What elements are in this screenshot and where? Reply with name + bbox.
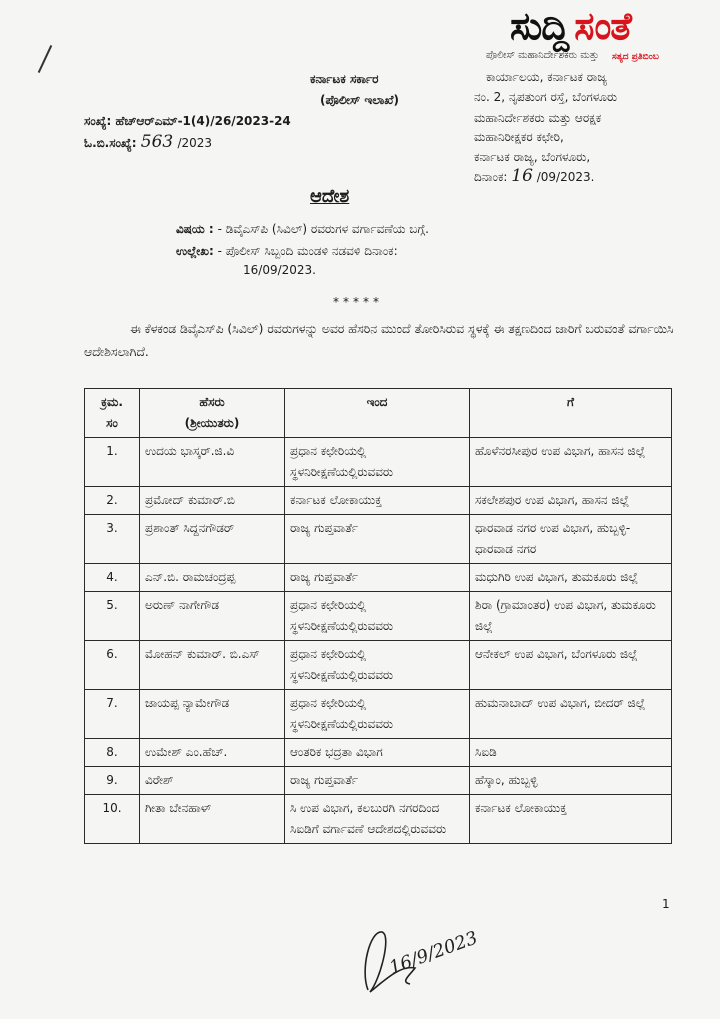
cell-name: ಅರುಣ್ ನಾಗೇಗೌಡ (140, 592, 285, 641)
cell-name: ಜಾಯಪ್ಪ ನ್ಯಾಮೇಗೌಡ (140, 690, 285, 739)
table-row (85, 739, 672, 767)
office-line4: ಮಹಾನಿರ್ದೇಶಕರು ಮತ್ತು ಆರಕ್ಷಕ (474, 111, 602, 125)
cell-to: ಕರ್ನಾಟಕ ಲೋಕಾಯುಕ್ತ (470, 795, 672, 844)
reference-date: 16/09/2023. (243, 263, 316, 277)
table-row (85, 564, 672, 592)
header-serial: ಕ್ರಮ. ಸಂ (85, 389, 140, 438)
logo-tagline: ಸತ್ಯದ ಪ್ರತಿಬಿಂಬ (612, 52, 659, 62)
cell-to: ಸಕಲೇಶಪುರ ಉಪ ವಿಭಾಗ, ಹಾಸನ ಜಿಲ್ಲೆ (470, 487, 672, 515)
order-date: ದಿನಾಂಕ: 16 /09/2023. (474, 166, 595, 186)
cell-from: ರಾಜ್ಯ ಗುಪ್ತವಾರ್ತೆ (285, 564, 470, 592)
dept-name: (ಪೊಲೀಸ್ ಇಲಾಖೆ) (320, 93, 399, 107)
transfer-table (84, 388, 672, 844)
order-title: ಆದೇಶ (310, 186, 350, 207)
cell-from: ಪ್ರಧಾನ ಕಛೇರಿಯಲ್ಲಿ ಸ್ಥಳನಿರೀಕ್ಷಣೆಯಲ್ಲಿರುವವರು (285, 690, 470, 739)
cell-from: ರಾಜ್ಯ ಗುಪ್ತವಾರ್ತೆ (285, 767, 470, 795)
order-body: ಈ ಕೆಳಕಂಡ ಡಿವೈಎಸ್‌ಪಿ (ಸಿವಿಲ್) ರವರುಗಳನ್ನು ಅವರ ಹೆಸರಿನ ಮುಂದೆ ತೋರಿಸಿರುವ ಸ್ಥಳಕ್ಕೆ ಈ ತಕ್ಷಣದಿಂದ ಜಾರಿಗೆ ಬರುವಂತೆ ವರ್ಗಾಯಿಸಿ ಆದೇಶಿಸಲಾಗಿದೆ. (84, 322, 674, 359)
cell-name: ಎನ್.ಬಿ. ರಾಮಚಂದ್ರಪ್ಪ (140, 564, 285, 592)
cell-to: ಸಿಐಡಿ (470, 739, 672, 767)
cell-name: ಉದಯ ಭಾಸ್ಕರ್.ಜಿ.ವಿ (140, 438, 285, 487)
cell-serial: 10. (85, 795, 140, 844)
cell-to: ಶಿರಾ (ಗ್ರಾಮಾಂತರ) ಉಪ ವಿಭಾಗ, ತುಮಕೂರು ಜಿಲ್ಲೆ (470, 592, 672, 641)
cell-name: ವಿರೇಶ್ (140, 767, 285, 795)
cell-from: ಪ್ರಧಾನ ಕಛೇರಿಯಲ್ಲಿ ಸ್ಥಳನಿರೀಕ್ಷಣೆಯಲ್ಲಿರುವವರು (285, 438, 470, 487)
header-name: ಹೆಸರು (ಶ್ರೀಯುತರು) (140, 389, 285, 438)
table-row (85, 641, 672, 690)
cell-serial: 4. (85, 564, 140, 592)
cell-serial: 9. (85, 767, 140, 795)
office-line6: ಕರ್ನಾಟಕ ರಾಜ್ಯ, ಬೆಂಗಳೂರು, (474, 150, 591, 164)
header-from: ಇಂದ (285, 389, 470, 438)
cell-name: ಪ್ರಮೋದ್ ಕುಮಾರ್.ಬಿ (140, 487, 285, 515)
cell-name: ಗೀತಾ ಬೇನಹಾಳ್ (140, 795, 285, 844)
ob-number: ಓ.ಬಿ.ಸಂಖ್ಯೆ: 563 /2023 (84, 132, 213, 152)
signature (340, 910, 490, 1005)
cell-from: ಪ್ರಧಾನ ಕಛೇರಿಯಲ್ಲಿ ಸ್ಥಳನಿರೀಕ್ಷಣೆಯಲ್ಲಿರುವವರು (285, 641, 470, 690)
cell-name: ಉಮೇಶ್ ಎಂ.ಹೆಚ್. (140, 739, 285, 767)
watermark-logo: ಸುದ್ದಿ ಸಂತೆ (510, 4, 631, 48)
office-line1: ಪೊಲೀಸ್ ಮಹಾನಿರ್ದೇಶಕರು ಮತ್ತು (486, 50, 600, 61)
office-address: ನಂ. 2, ನೃಪತುಂಗ ರಸ್ತೆ, ಬೆಂಗಳೂರು (474, 90, 618, 104)
table-row (85, 690, 672, 739)
govt-name: ಕರ್ನಾಟಕ ಸರ್ಕಾರ (310, 72, 379, 86)
cell-serial: 5. (85, 592, 140, 641)
office-line2: ಕಾರ್ಯಾಲಯ, ಕರ್ನಾಟಕ ರಾಜ್ಯ (486, 70, 608, 84)
signature-date: 16/9/2023 (386, 927, 481, 979)
cell-name: ಮೋಹನ್ ಕುಮಾರ್. ಬಿ.ಎಸ್ (140, 641, 285, 690)
cell-from: ರಾಜ್ಯ ಗುಪ್ತವಾರ್ತೆ (285, 515, 470, 564)
cell-from: ಪ್ರಧಾನ ಕಛೇರಿಯಲ್ಲಿ ಸ್ಥಳನಿರೀಕ್ಷಣೆಯಲ್ಲಿರುವವರು (285, 592, 470, 641)
separator-stars: ***** (333, 295, 383, 309)
cell-serial: 7. (85, 690, 140, 739)
cell-serial: 8. (85, 739, 140, 767)
cell-from: ಕರ್ನಾಟಕ ಲೋಕಾಯುಕ್ತ (285, 487, 470, 515)
table-header-row (85, 389, 672, 438)
reference-line: ಉಲ್ಲೇಖ: - ಪೊಲೀಸ್ ಸಿಬ್ಬಂದಿ ಮಂಡಳಿ ನಡವಳಿ ದಿನಾಂಕ: (176, 244, 398, 258)
office-line5: ಮಹಾನಿರೀಕ್ಷಕರ ಕಛೇರಿ, (474, 130, 564, 144)
cell-from: ಸಿ ಉಪ ವಿಭಾಗ, ಕಲಬುರಗಿ ನಗರದಿಂದ ಸಿಐಡಿಗೆ ವರ್ಗಾವಣೆ ಆದೇಶದಲ್ಲಿರುವವರು (285, 795, 470, 844)
table-row (85, 438, 672, 487)
cell-name: ಪ್ರಶಾಂತ್ ಸಿದ್ದನಗೌಡರ್ (140, 515, 285, 564)
cell-to: ಮಧುಗಿರಿ ಉಪ ವಿಭಾಗ, ತುಮಕೂರು ಜಿಲ್ಲೆ (470, 564, 672, 592)
table-row (85, 487, 672, 515)
cell-serial: 2. (85, 487, 140, 515)
subject-line: ವಿಷಯ : - ಡಿವೈಎಸ್‌ಪಿ (ಸಿವಿಲ್) ರವರುಗಳ ವರ್ಗಾವಣೆಯ ಬಗ್ಗೆ. (176, 222, 429, 236)
cell-to: ಹೊಳೆನರಸೀಪುರ ಉಪ ವಿಭಾಗ, ಹಾಸನ ಜಿಲ್ಲೆ (470, 438, 672, 487)
cell-to: ಹುಮನಾಬಾದ್ ಉಪ ವಿಭಾಗ, ಬೀದರ್ ಜಿಲ್ಲೆ (470, 690, 672, 739)
cell-from: ಆಂತರಿಕ ಭದ್ರತಾ ವಿಭಾಗ (285, 739, 470, 767)
cell-to: ಆನೇಕಲ್ ಉಪ ವಿಭಾಗ, ಬೆಂಗಳೂರು ಜಿಲ್ಲೆ (470, 641, 672, 690)
table-row (85, 515, 672, 564)
header-to: ಗೆ (470, 389, 672, 438)
cell-serial: 1. (85, 438, 140, 487)
reference-number: ಸಂಖ್ಯೆ: ಹೆಚ್‌ಆರ್‌ಎಮ್-1(4)/26/2023-24 (84, 114, 291, 128)
table-row (85, 592, 672, 641)
cell-serial: 6. (85, 641, 140, 690)
page-number: 1 (662, 897, 670, 911)
cell-to: ಹೆಸ್ಕಾಂ, ಹುಬ್ಬಳ್ಳಿ (470, 767, 672, 795)
pen-mark (38, 45, 52, 73)
table-row (85, 795, 672, 844)
cell-serial: 3. (85, 515, 140, 564)
table-row (85, 767, 672, 795)
cell-to: ಧಾರವಾಡ ನಗರ ಉಪ ವಿಭಾಗ, ಹುಬ್ಬಳ್ಳಿ-ಧಾರವಾಡ ನಗರ (470, 515, 672, 564)
